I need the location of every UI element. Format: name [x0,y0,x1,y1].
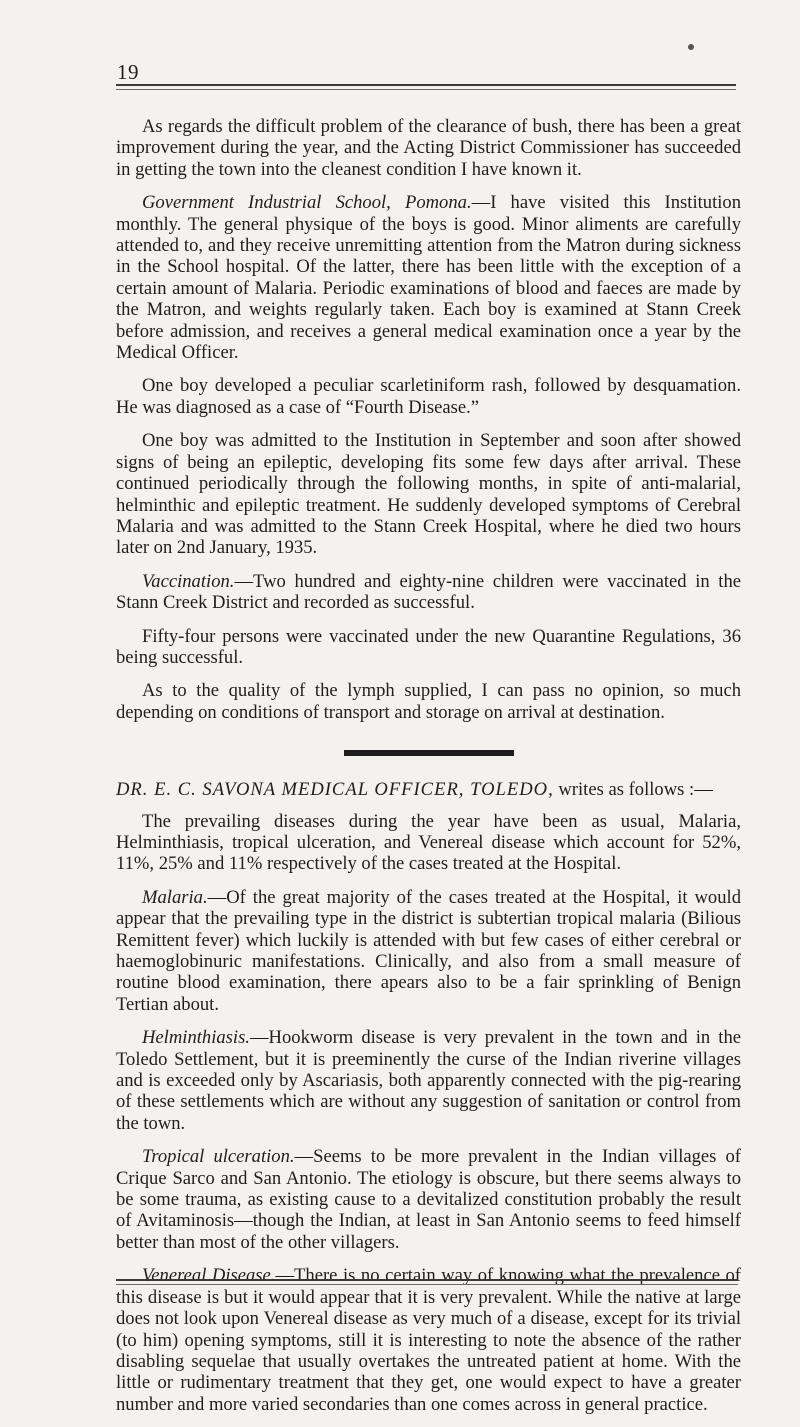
ink-dot [688,44,694,50]
top-rule [116,84,736,86]
page-number: 19 [117,60,139,84]
section-heading: DR. E. C. SAVONA MEDICAL OFFICER, TOLEDO, writes as follows :— [116,779,713,801]
bottom-rule [116,1279,738,1281]
paragraph-bush-clearance: As regards the difficult problem of the clearance of bush, there has been a great improvement during the year, and the Acting District Commissioner has succeeded in getting the town into the cleanest condition I have known it. [116,116,741,180]
paragraph-lead: Tropical ulceration. [142,1146,295,1168]
paragraph-lead: Government Industrial School, Pomona. [142,192,472,214]
paragraph-helminthiasis: Helminthiasis.—Hookworm disease is very prevalent in the town and in the Toledo Settlement, but it is preeminently the curse of the Indian riverine villages and is exceeded only by Ascariasis, both apparently connected with the pig-rearing of these settlements which are without any suggestion of sanitation or control from the town. [116,1027,741,1134]
paragraph-lymph-quality: As to the quality of the lymph supplied, I can pass no opinion, so much depending on conditions of transport and storage on arrival at destination. [116,680,741,723]
heading-caps: DR. E. C. SAVONA MEDICAL OFFICER, TOLEDO, [116,779,554,801]
paragraph-tropical-ulceration: Tropical ulceration.—Seems to be more prevalent in the Indian villages of Crique Sarco and San Antonio. The etiology is obscure, but there seems always to be some trauma, as existing cause to a devitalized constitution probably the result of Avitaminosis—though the Indian, at least in San Antonio seems to feed himself better than most of the other villagers. [116,1146,742,1253]
paragraph-vaccination: Vaccination.—Two hundred and eighty-nine children were vaccinated in the Stann Creek District and recorded as successful. [116,570,741,614]
paragraph-rash-case: One boy developed a peculiar scarletiniform rash, followed by desquamation. He was diagnosed as a case of “Fourth Disease.” [116,375,741,418]
paragraph-lead: Vaccination. [142,570,235,592]
paragraph-prevailing-diseases: The prevailing diseases during the year have been as usual, Malaria, Helminthiasis, tropical ulceration, and Venereal disease which account for 52%, 11%, 25% and 11% respectively of the cases treated at the Hospital. [116,810,741,875]
paragraph-lead: Helminthiasis. [142,1027,250,1049]
paragraph-industrial-school: Government Industrial School, Pomona.—I have visited this Institution monthly. The general physique of the boys is good. Minor aliments are carefully attended to, and they receive unremitting attention from the Matron during sickness in the School hospital. Of the latter, there has been little with the exception of a certain amount of Malaria. Periodic examinations of blood and faeces are made by the Matron, and weights regularly taken. Each boy is examined at Stann Creek before admission, and receives a general medical examination once a year by the Medical Officer. [116,192,742,364]
paragraph-lead: Malaria. [142,886,208,908]
section-divider [344,750,514,756]
paragraph-epileptic-case: One boy was admitted to the Institution in September and soon after showed signs of being an epileptic, developing fits some few days after arrival. These continued periodically through the following months, in spite of anti-malarial, helminthic and epileptic treatment. He suddenly developed symptoms of Cerebral Malaria and was admitted to the Stann Creek Hospital, where he died two hours later on 2nd January, 1935. [116,430,741,559]
page-body [116,116,741,1427]
section-divider-wrap [116,735,741,779]
paragraph-malaria: Malaria.—Of the great majority of the cases treated at the Hospital, it would appear that the prevailing type in the district is subtertian tropical malaria (Bilious Remittent fever) which luckily is attended with but few cases of either cerebral or haemoglobinuric manifestations. Clinically, and also from a small measure of routine blood examination, there apears also to be a fair sprinkling of Benign Tertian about. [116,886,741,1015]
paragraph-lead: Venereal Disease. [142,1265,276,1287]
paragraph-venereal-disease: Venereal Disease.—There is no certain way of knowing what the prevalence of this disease is but it would appear that it is very prevalent. While the native at large does not look upon Venereal disease as very much of a disease, except for its trivial (to him) opening symptoms, still it is interesting to note the absence of the rather disabling sequelae that usually overtakes the untreated patient at home. With the little or rudimentary treatment that they get, one would expect to have a greater number and more varied secondaries than one comes across in general practice. [116,1265,741,1415]
paragraph-quarantine-vaccination: Fifty-four persons were vaccinated under the new Quarantine Regulations, 36 being successful. [116,625,741,668]
